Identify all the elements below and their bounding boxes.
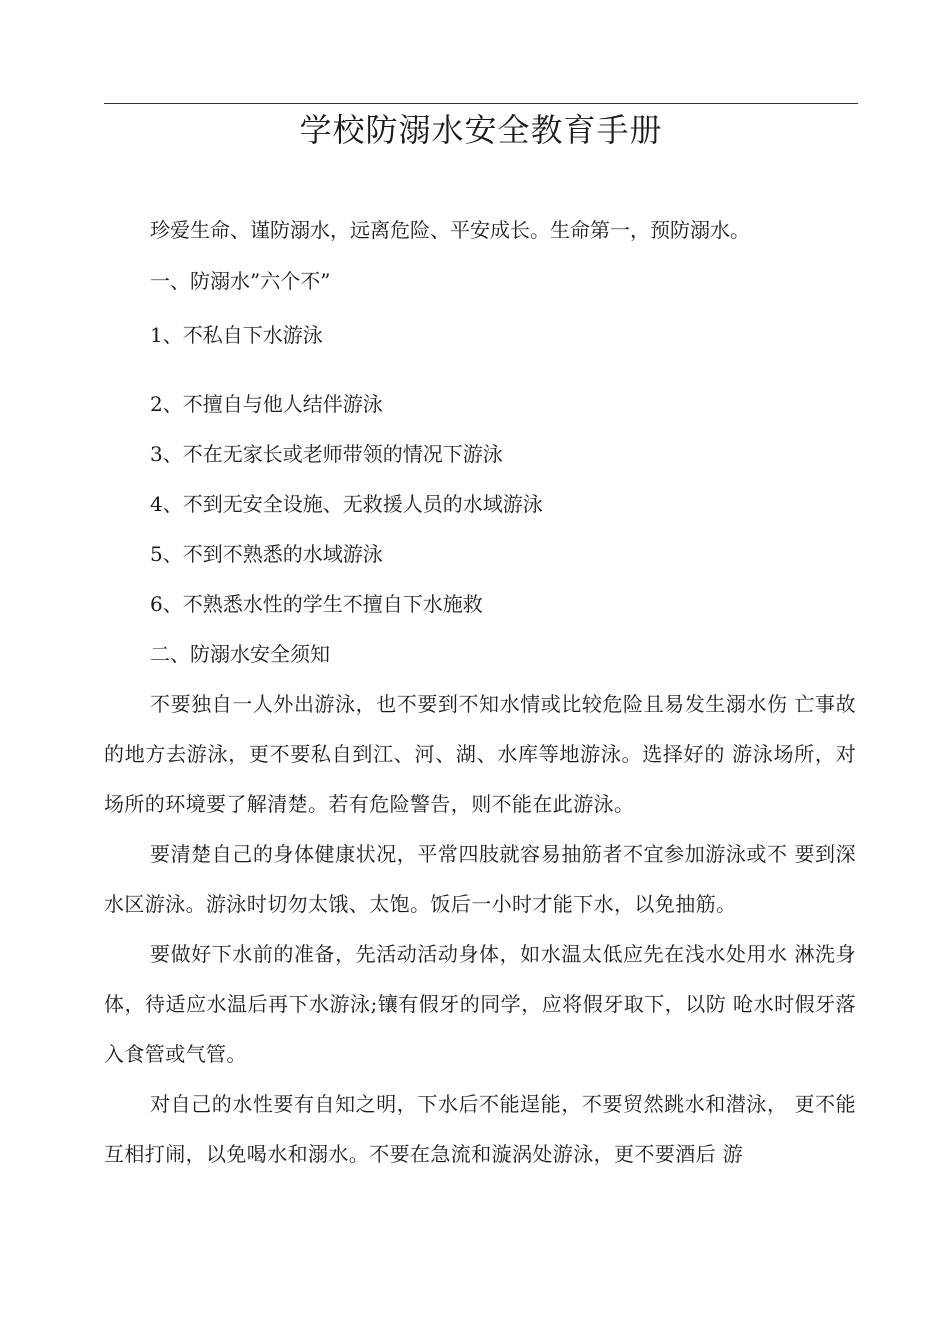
safety-paragraph-3: 要做好下水前的准备，先活动活动身体，如水温太低应先在浅水处用水 淋洗身体，待适应水温后再下水游泳;镶有假牙的同学，应将假牙取下，以防 呛水时假牙落入食管或气管。 [104, 942, 856, 1066]
safety-paragraph-2: 要清楚自己的身体健康状况，平常四肢就容易抽筋者不宜参加游泳或不 要到深水区游泳。游泳时切勿太饿、太饱。饭后一小时才能下水，以免抽筋。 [104, 842, 856, 916]
rule-item-4: 4、不到无安全设施、无救援人员的水域游泳 [150, 492, 543, 516]
rule-item-1: 1、不私自下水游泳 [150, 323, 323, 347]
slogan-text: 珍爱生命、谨防溺水，远离危险、平安成长。生命第一，预防溺水。 [150, 218, 750, 242]
rule-item-5: 5、不到不熟悉的水域游泳 [150, 542, 383, 566]
safety-paragraph-4: 对自己的水性要有自知之明，下水后不能逞能，不要贸然跳水和潜泳， 更不能互相打闹，以免喝水和溺水。不要在急流和漩涡处游泳，更不要酒后 游 [104, 1092, 856, 1166]
safety-paragraph-1: 不要独自一人外出游泳，也不要到不知水情或比较危险且易发生溺水伤 亡事故的地方去游泳，更不要私自到江、河、湖、水库等地游泳。选择好的 游泳场所，对场所的环境要了解清楚。若有危险警告，则不能在此游泳。 [104, 692, 856, 816]
section-heading-safety-notes: 二、防溺水安全须知 [150, 642, 330, 666]
header-rule [104, 103, 858, 104]
rule-item-3: 3、不在无家长或老师带领的情况下游泳 [150, 442, 503, 466]
document-title: 学校防溺水安全教育手册 [299, 111, 663, 149]
section-heading-six-nots: 一、防溺水”六个不” [150, 269, 331, 293]
rule-item-6: 6、不熟悉水性的学生不擅自下水施救 [150, 592, 483, 616]
rule-item-2: 2、不擅自与他人结伴游泳 [150, 392, 383, 416]
